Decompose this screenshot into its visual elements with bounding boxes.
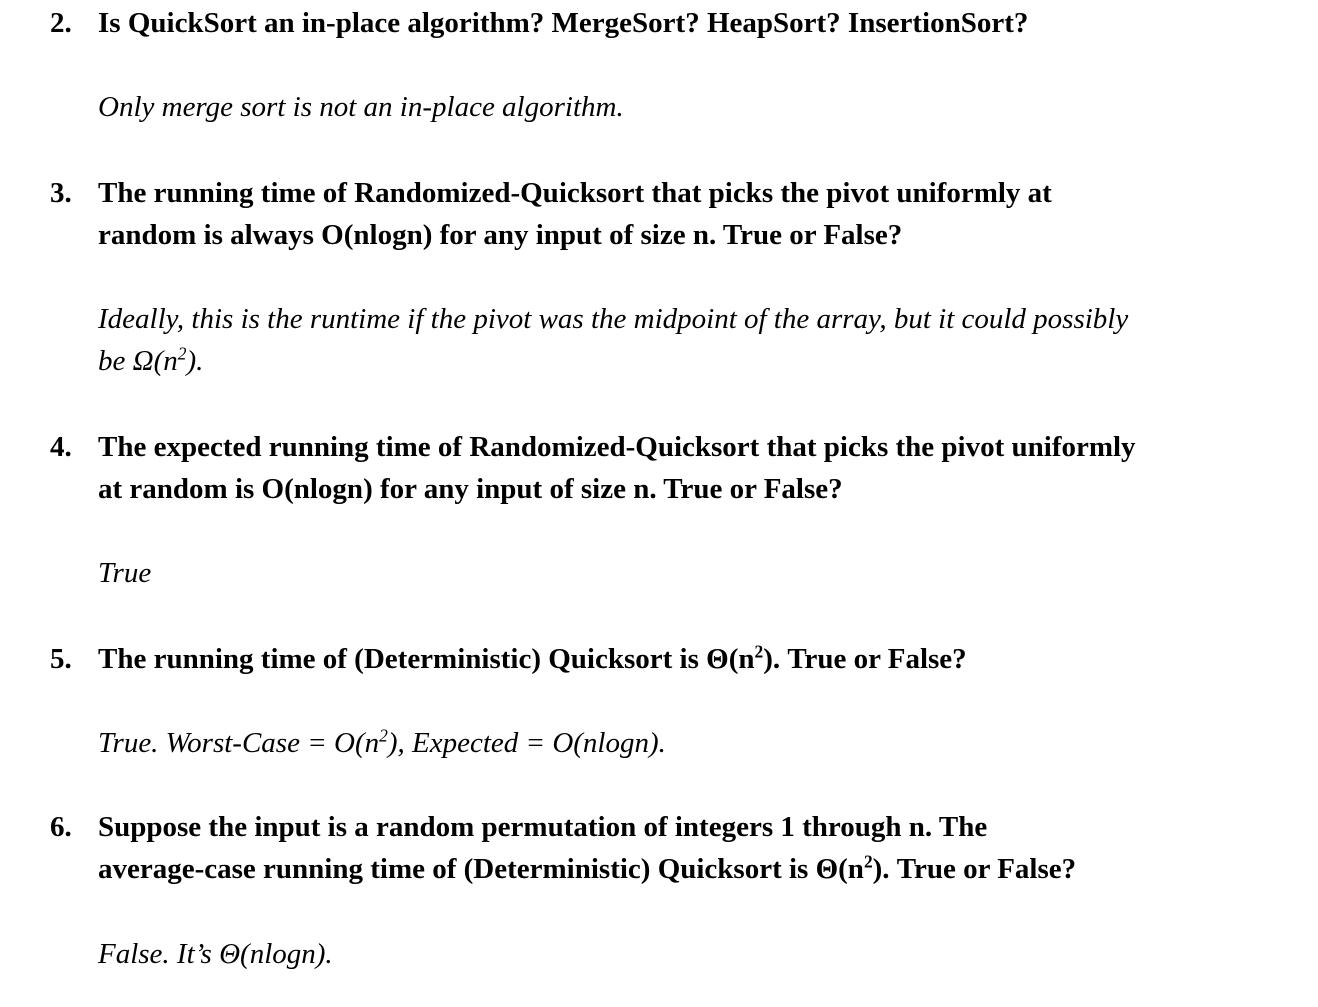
question-text xyxy=(98,2,1268,44)
question-line xyxy=(98,638,1268,680)
question-line: The running time of Randomized-Quicksort that picks the pivot uniformly at xyxy=(98,177,1052,209)
question-text xyxy=(98,426,1268,510)
answer-line: Ideally, this is the runtime if the pivot was the midpoint of the array, but it could possibly xyxy=(98,303,1129,335)
question-line xyxy=(98,848,1268,890)
answer-5 xyxy=(98,722,1278,764)
answer-2 xyxy=(98,86,1278,128)
question-line: random is always O(nlogn) for any input of size n. True or False? xyxy=(98,219,903,251)
question-number: 4. xyxy=(50,431,72,463)
question-segment: ). True or False? xyxy=(872,853,1077,885)
question-line: The expected running time of Randomized-Quicksort that picks the pivot uniformly xyxy=(98,431,1136,463)
question-text xyxy=(98,172,1268,256)
answer-segment: True. Worst-Case = O(n xyxy=(98,727,380,759)
question-line: Suppose the input is a random permutation of integers 1 through n. The xyxy=(98,811,988,843)
answer-segment: be Ω(n xyxy=(98,345,178,377)
answer-text: False. It’s Θ(nlogn). xyxy=(98,938,333,970)
question-segment: The running time of (Deterministic) Quicksort is Θ(n xyxy=(98,643,755,675)
answer-3 xyxy=(98,298,1278,382)
exponent: 2 xyxy=(379,725,388,746)
question-text xyxy=(98,806,1268,890)
exponent: 2 xyxy=(863,851,873,872)
question-text xyxy=(98,638,1268,680)
answer-segment: ). xyxy=(186,345,204,377)
question-number: 5. xyxy=(50,643,72,675)
answer-6 xyxy=(98,933,1278,975)
exponent: 2 xyxy=(177,343,187,364)
exponent: 2 xyxy=(754,641,764,662)
question-segment: ). True or False? xyxy=(763,643,967,675)
question-line: at random is O(nlogn) for any input of size n. True or False? xyxy=(98,473,843,505)
answer-line xyxy=(98,340,1278,382)
question-segment: average-case running time of (Deterministic) Quicksort is Θ(n xyxy=(98,853,864,885)
answer-text: True xyxy=(98,557,152,589)
answer-line xyxy=(98,722,1278,764)
answer-text: Only merge sort is not an in-place algorithm. xyxy=(98,91,624,123)
answer-segment: ), Expected = O(nlogn). xyxy=(387,727,666,759)
answer-4 xyxy=(98,552,1278,594)
question-number: 6. xyxy=(50,811,72,843)
question-number: 3. xyxy=(50,177,72,209)
question-line: Is QuickSort an in-place algorithm? MergeSort? HeapSort? InsertionSort? xyxy=(98,7,1029,39)
question-number: 2. xyxy=(50,7,72,39)
